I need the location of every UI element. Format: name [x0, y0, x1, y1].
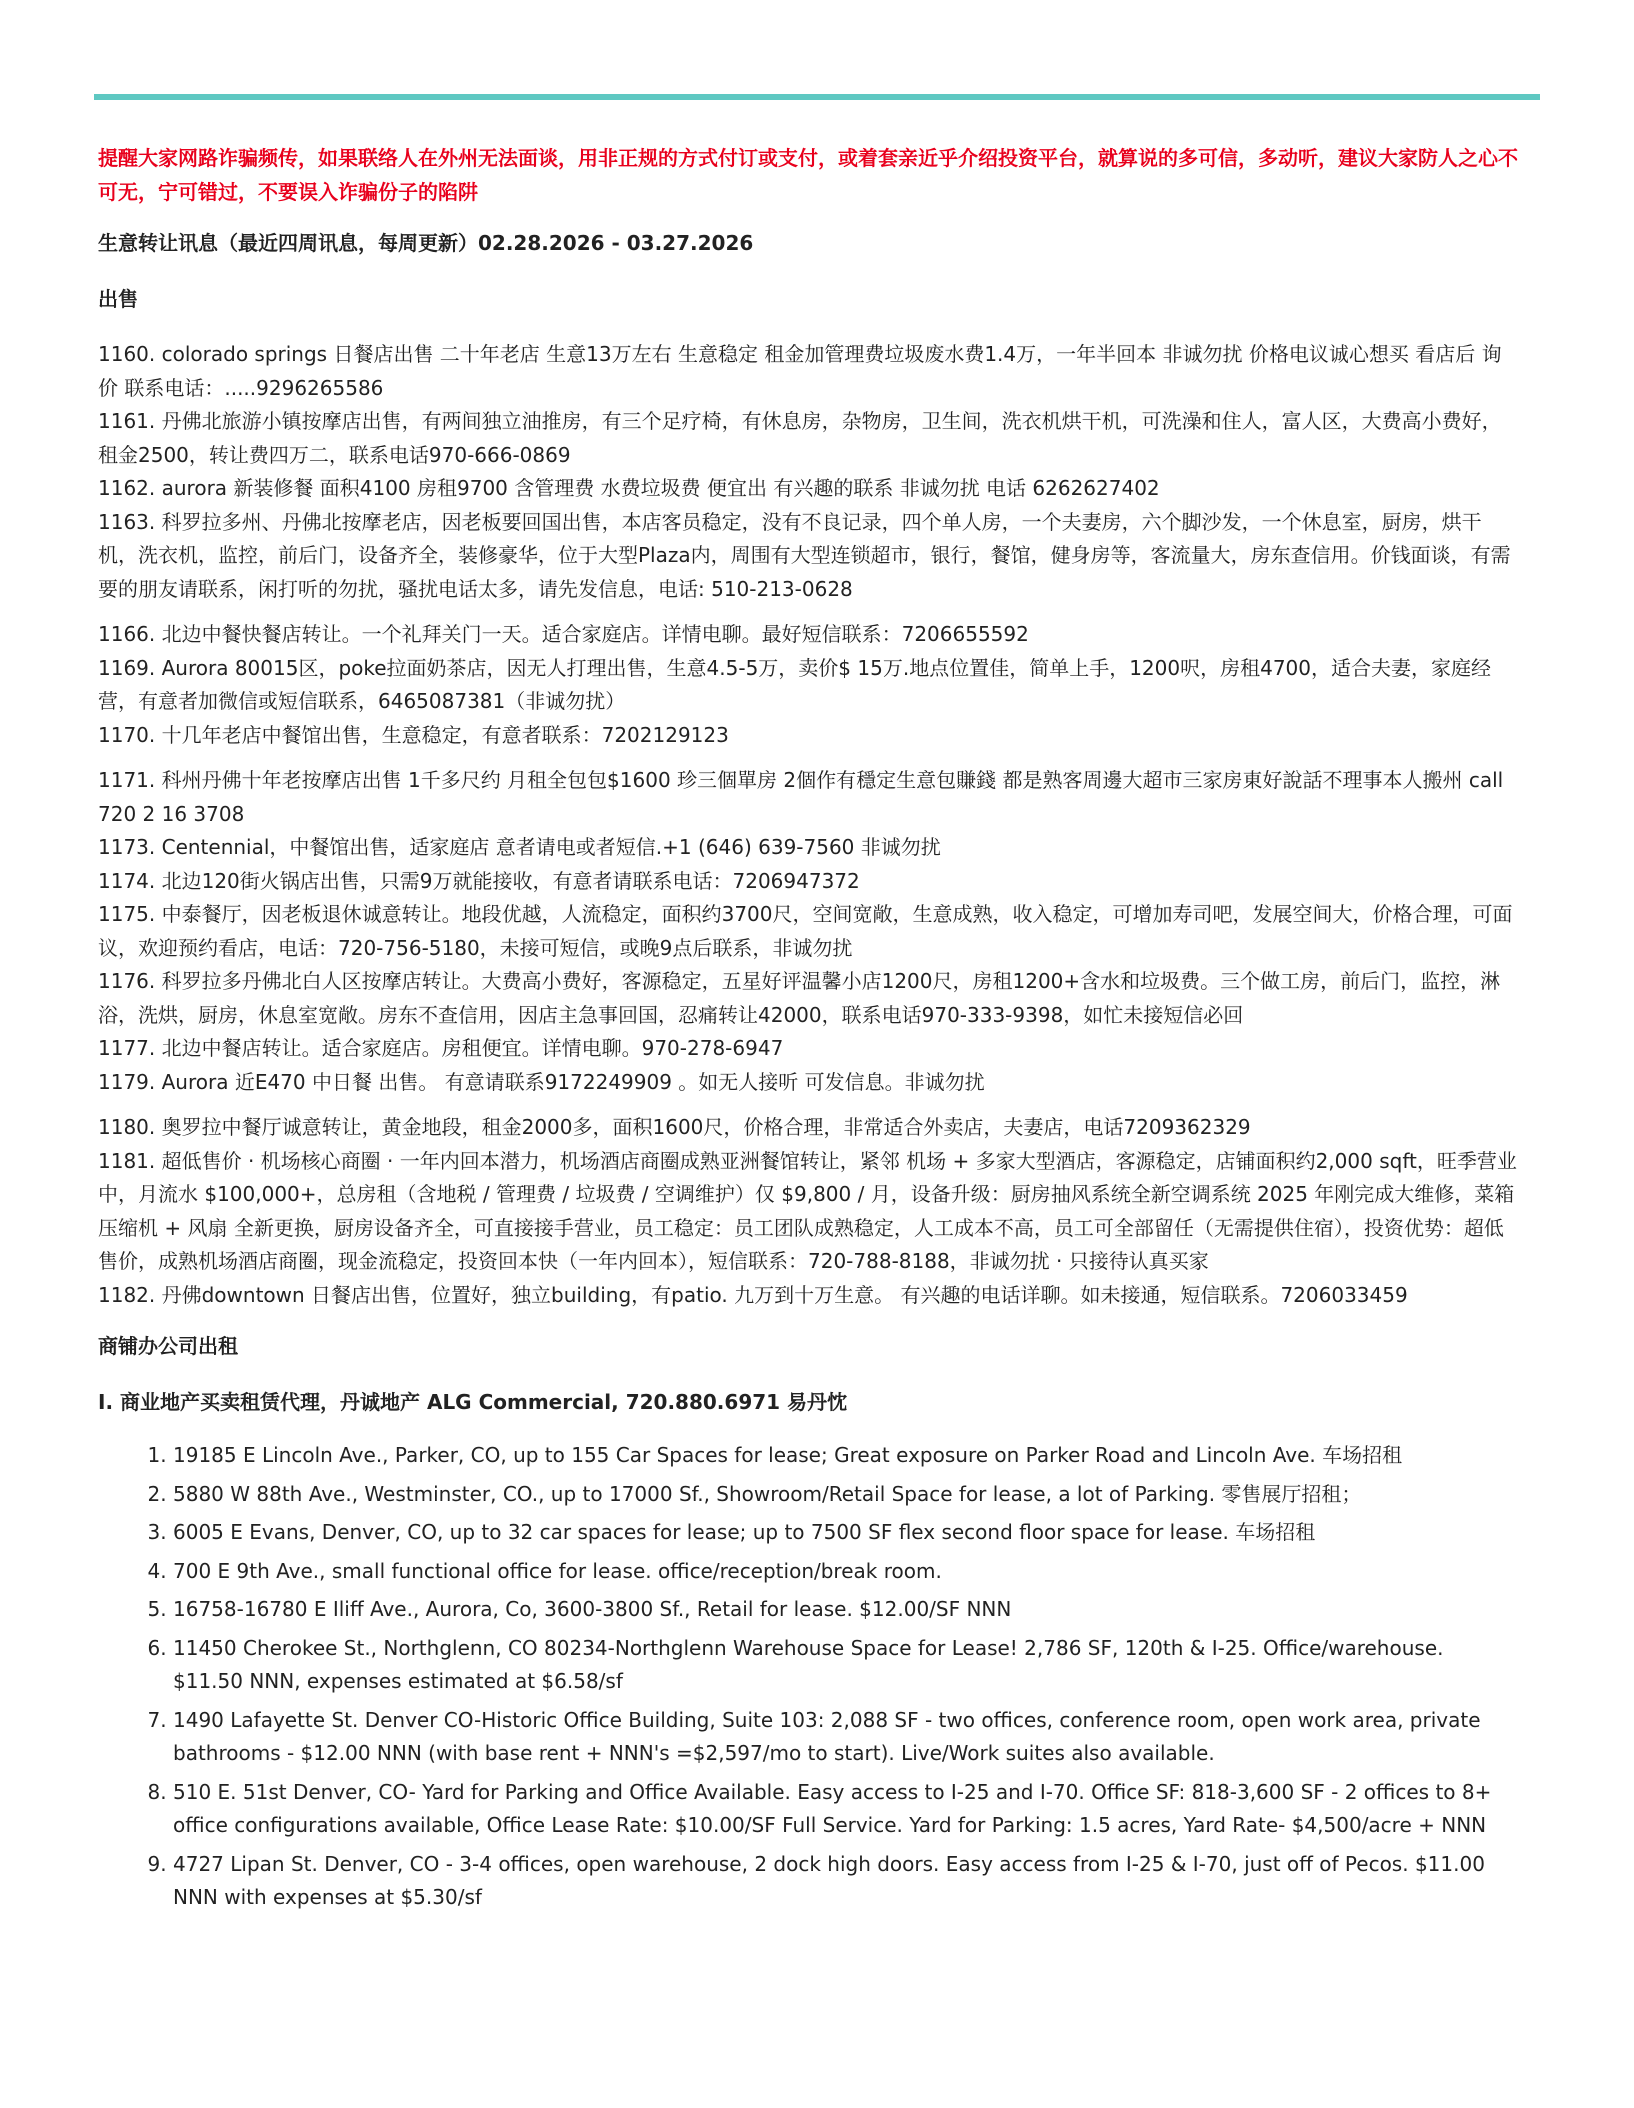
listing-group	[98, 338, 1518, 606]
top-accent-rule	[94, 94, 1540, 100]
property-item: 3. 6005 E Evans, Denver, CO, up to 32 car spaces for lease; up to 7500 SF flex second floor space for lease. 车场招租	[173, 1516, 1518, 1550]
listing-item: 1179. Aurora 近E470 中日餐 出售。 有意请联系9172249909 。如无人接听 可发信息。非诚勿扰	[98, 1069, 985, 1094]
listing-item: 1174. 北边120街火锅店出售，只需9万就能接收，有意者请联系电话：7206947372	[98, 868, 860, 893]
sale-listings	[98, 338, 1518, 1312]
fraud-warning: 提醒大家网路诈骗频传，如果联络人在外州无法面谈，用非正规的方式付订或支付，或着套亲近乎介绍投资平台，就算说的多可信，多动听，建议大家防人之心不可无，宁可错过，不要误入诈骗份子的陷阱	[98, 146, 1518, 204]
listing-group	[98, 618, 1518, 752]
listing-item: 1176. 科罗拉多丹佛北白人区按摩店转让。大费高小费好，客源稳定，五星好评温馨小店1200尺，房租1200+含水和垃圾费。三个做工房，前后门，监控，淋浴，洗烘，厨房，休息室宽敞。房东不查信用，因店主急事回国，忍痛转让42000，联系电话970-333-9398，如忙未接短信必回	[98, 969, 1501, 1027]
listing-item: 1181. 超低售价 · 机场核心商圈 · 一年内回本潜力，机场酒店商圈成熟亚洲餐馆转让，紧邻 机场 + 多家大型酒店，客源稳定，店铺面积约2,000 sqft，旺季营业中，月流水 $100,000+，总房租（含地税 / 管理费 / 垃圾费 / 空调维护）仅 $9,800 / 月，设备升级：厨房抽风系统全新空调系统 2025 年刚完成大维修，菜箱压缩机 + 风扇 全新更换，厨房设备齐全，可直接接手营业，员工稳定：员工团队成熟稳定，人工成本不高，员工可全部留任（无需提供住宿），投资优势：超低售价，成熟机场酒店商圈，现金流稳定，投资回本快（一年内回本），短信联系：720-788-8188，非诚勿扰 · 只接待认真买家	[98, 1148, 1517, 1273]
property-item: 4. 700 E 9th Ave., small functional office for lease. office/reception/break room.	[173, 1555, 1518, 1589]
listing-item: 1175. 中泰餐厅，因老板退休诚意转让。地段优越，人流稳定，面积约3700尺，空间宽敞，生意成熟，收入稳定，可增加寿司吧，发展空间大，价格合理，可面议，欢迎预约看店，电话：720-756-5180，未接可短信，或晚9点后联系，非诚勿扰	[98, 902, 1513, 960]
property-item: 7. 1490 Lafayette St. Denver CO-Historic Office Building, Suite 103: 2,088 SF - two offices, conference room, open work area, private bathrooms - $12.00 NNN (with base rent + NNN's =$2,597/mo to start). Live/Work suites also available.	[173, 1704, 1518, 1771]
property-item: 1. 19185 E Lincoln Ave., Parker, CO, up to 155 Car Spaces for lease; Great exposure on Parker Road and Lincoln Ave. 车场招租	[173, 1439, 1518, 1473]
rental-heading: 商铺办公司出租	[98, 1334, 238, 1358]
listing-item: 1171. 科州丹佛十年老按摩店出售 1千多尺约 月租全包包$1600 珍三個單房 2個作有穩定生意包賺錢 都是熟客周邊大超市三家房東好說話不理事本人搬州 call 720 2 16 3708	[98, 768, 1504, 826]
sale-heading: 出售	[98, 286, 138, 311]
property-item: 9. 4727 Lipan St. Denver, CO - 3-4 offices, open warehouse, 2 dock high doors. Easy access from I-25 & I-70, just off of Pecos. $11.00 NNN with expenses at $5.30/sf	[173, 1848, 1518, 1915]
transfer-heading: 生意转让讯息（最近四周讯息，每周更新）02.28.2026 - 03.27.2026	[98, 231, 754, 255]
listing-item: 1182. 丹佛downtown 日餐店出售，位置好，独立building，有patio. 九万到十万生意。 有兴趣的电话详聊。如未接通，短信联系。7206033459	[98, 1282, 1408, 1307]
property-list	[98, 1439, 1518, 1915]
property-item: 6. 11450 Cherokee St., Northglenn, CO 80234-Northglenn Warehouse Space for Lease! 2,786 SF, 120th & I-25. Office/warehouse. $11.50 NNN, expenses estimated at $6.58/sf	[173, 1632, 1518, 1699]
listing-item: 1161. 丹佛北旅游小镇按摩店出售，有两间独立油推房，有三个足疗椅，有休息房，杂物房，卫生间，洗衣机烘干机，可洗澡和住人，富人区，大费高小费好，租金2500，转让费四万二，联系电话970-666-0869	[98, 409, 1502, 467]
property-item: 2. 5880 W 88th Ave., Westminster, CO., up to 17000 Sf., Showroom/Retail Space for lease, a lot of Parking. 零售展厅招租；	[173, 1478, 1518, 1512]
listing-item: 1160. colorado springs 日餐店出售 二十年老店 生意13万左右 生意稳定 租金加管理费垃圾废水费1.4万，一年半回本 非诚勿扰 价格电议诚心想买 看店后 询价 联系电话：.....9296265586	[98, 342, 1502, 400]
listing-item: 1170. 十几年老店中餐馆出售，生意稳定，有意者联系：7202129123	[98, 722, 729, 747]
listing-item: 1180. 奥罗拉中餐厅诚意转让，黄金地段，租金2000多，面积1600尺，价格合理，非常适合外卖店，夫妻店，电话7209362329	[98, 1115, 1251, 1139]
listing-item: 1177. 北边中餐店转让。适合家庭店。房租便宜。详情电聊。970-278-6947	[98, 1036, 784, 1060]
listing-item: 1169. Aurora 80015区，poke拉面奶茶店，因无人打理出售，生意4.5-5万，卖价$ 15万.地点位置佳，简单上手，1200呎，房租4700，适合夫妻，家庭经营，有意者加微信或短信联系，6465087381（非诚勿扰）	[98, 655, 1491, 713]
document-body	[98, 142, 1518, 1920]
listing-item: 1166. 北边中餐快餐店转让。一个礼拜关门一天。适合家庭店。详情电聊。最好短信联系：7206655592	[98, 622, 1029, 646]
listing-item: 1162. aurora 新装修餐 面积4100 房租9700 含管理费 水费垃圾费 便宜出 有兴趣的联系 非诚勿扰 电话 6262627402	[98, 476, 1160, 500]
listing-item: 1173. Centennial，中餐馆出售，适家庭店 意者请电或者短信.+1 (646) 639-7560 非诚勿扰	[98, 835, 941, 859]
property-item: 5. 16758-16780 E Iliff Ave., Aurora, Co, 3600-3800 Sf., Retail for lease. $12.00/SF NNN	[173, 1593, 1518, 1627]
property-item: 8. 510 E. 51st Denver, CO- Yard for Parking and Office Available. Easy access to I-25 and I-70. Office SF: 818-3,600 SF - 2 offices to 8+ office configurations available, Office Lease Rate: $10.00/SF Full Service. Yard for Parking: 1.5 acres, Yard Rate- $4,500/acre + NNN	[173, 1776, 1518, 1843]
listing-item: 1163. 科罗拉多州、丹佛北按摩老店，因老板要回国出售，本店客员稳定，没有不良记录，四个单人房，一个夫妻房，六个脚沙发，一个休息室，厨房，烘干机，洗衣机，监控，前后门，设备齐全，装修豪华，位于大型Plaza内，周围有大型连锁超市，银行，餐馆，健身房等，客流量大，房东查信用。价钱面谈，有需要的朋友请联系，闲打听的勿扰，骚扰电话太多，请先发信息，电话: 510-213-0628	[98, 509, 1511, 601]
listing-group	[98, 764, 1518, 1099]
listing-group	[98, 1111, 1518, 1312]
agent-heading: I. 商业地产买卖租赁代理，丹诚地产 ALG Commercial, 720.880.6971 易丹忱	[98, 1389, 848, 1414]
